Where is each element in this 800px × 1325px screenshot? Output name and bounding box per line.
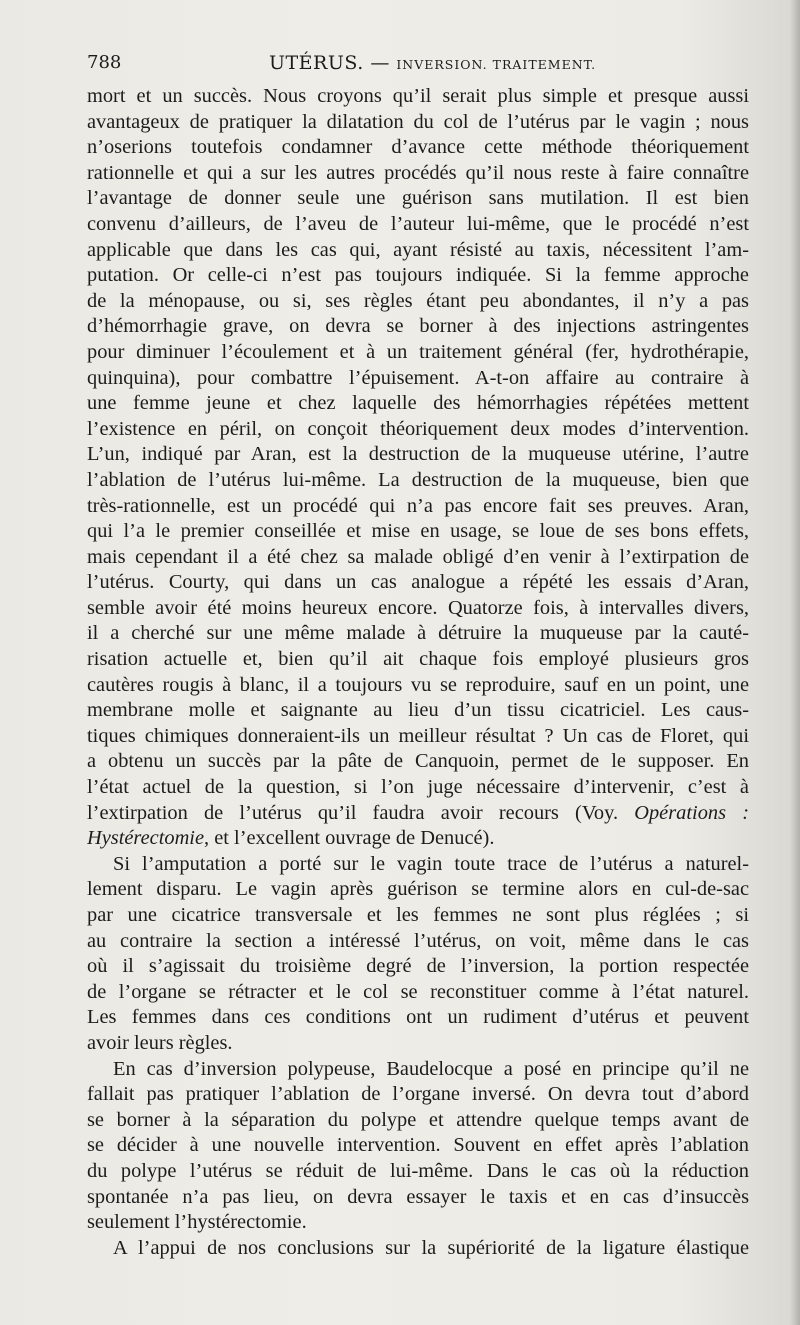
text-line: l’existence en péril, on conçoit théoriquement deux modes d’intervention. [87, 417, 749, 440]
text-line: convenu d’ailleurs, de l’aveu de l’auteur lui-même, que le procédé n’est [87, 212, 749, 235]
text-line: applicable que dans les cas qui, ayant résisté au taxis, nécessitent l’am- [87, 238, 749, 261]
italic-reference: Hystérectomie [87, 827, 205, 850]
text-line: de la ménopause, ou si, ses règles étant peu abondantes, il n’y a pas [87, 289, 749, 312]
text-line: risation actuelle et, bien qu’il ait chaque fois employé plusieurs gros [87, 648, 749, 671]
text-line: seulement l’hystérectomie. [87, 1211, 307, 1234]
body-text [87, 84, 749, 1261]
text-line: l’état actuel de la question, si l’on juge nécessaire d’intervenir, c’est à [87, 776, 749, 799]
text-line: A l’appui de nos conclusions sur la supériorité de la ligature élastique [113, 1236, 749, 1259]
text-line: avoir leurs règles. [87, 1031, 233, 1054]
text-line: pour diminuer l’écoulement et à un traitement général (fer, hydrothérapie, [87, 340, 749, 363]
text-line: a obtenu un succès par la pâte de Canquoin, permet de le supposer. En [87, 750, 749, 773]
text-line: n’oserions toutefois condamner d’avance cette méthode théoriquement [87, 136, 749, 159]
text-line [87, 826, 749, 852]
text-line: l’utérus. Courty, qui dans un cas analogue a répété les essais d’Aran, [87, 571, 749, 594]
running-title [269, 52, 596, 74]
header-separator: — [370, 52, 390, 74]
text-line: fallait pas pratiquer l’ablation de l’organe inversé. On devra tout d’abord [87, 1083, 749, 1106]
text-line: membrane molle et saignante au lieu d’un tissu cicatriciel. Les caus- [87, 699, 749, 722]
text-line: Si l’amputation a porté sur le vagin toute trace de l’utérus a naturel- [113, 852, 749, 875]
text-line: spontanée n’a pas lieu, on devra essayer le taxis et en cas d’insuccès [87, 1185, 749, 1208]
text-line: se décider à une nouvelle intervention. Souvent en effet après l’ablation [87, 1134, 749, 1157]
text-line: par une cicatrice transversale et les femmes ne sont plus réglées ; si [87, 904, 749, 926]
page-edge-shadow [790, 0, 800, 1325]
text-line: avantageux de pratiquer la dilatation du col de l’utérus par le vagin ; nous [87, 110, 749, 133]
text-line: quinquina), pour combattre l’épuisement. A-t-on affaire au contraire à [87, 366, 749, 389]
paragraph-1 [87, 84, 749, 852]
italic-reference: Opérations : [634, 801, 749, 824]
paragraph-4 [87, 1236, 749, 1262]
text-line: l’ablation de l’utérus lui-même. La destruction de la muqueuse, bien que [87, 468, 749, 491]
text-segment: , et l’excellent ouvrage de Denucé). [204, 827, 495, 850]
text-line: lement disparu. Le vagin après guérison se termine alors en cul-de-sac [87, 878, 749, 901]
text-line: Les femmes dans ces conditions ont un rudiment d’utérus et peuvent [87, 1006, 749, 1029]
text-line: mort et un succès. Nous croyons qu’il serait plus simple et presque aussi [87, 85, 749, 107]
text-line: putation. Or celle-ci n’est pas toujours indiquée. Si la femme approche [87, 264, 749, 287]
text-segment: l’extirpation de l’utérus qu’il faudra avoir recours (Voy. [87, 801, 635, 824]
text-line: cautères rougis à blanc, il a toujours vu se reproduire, sauf en un point, une [87, 673, 749, 696]
page-number: 788 [87, 52, 122, 73]
header-subtitle: INVERSION. TRAITEMENT. [396, 57, 597, 72]
text-line: l’avantage de donner seule une guérison sans mutilation. Il est bien [87, 187, 749, 210]
paragraph-3 [87, 1057, 749, 1236]
text-line: L’un, indiqué par Aran, est la destruction de la muqueuse utérine, l’autre [87, 443, 749, 466]
text-line: où il s’agissait du troisième degré de l’inversion, la portion respectée [87, 955, 749, 978]
text-line: semble avoir été moins heureux encore. Quatorze fois, à intervalles divers, [87, 596, 749, 619]
text-line: il a cherché sur une même malade à détruire la muqueuse par la cauté- [87, 622, 749, 645]
text-line: très-rationnelle, est un procédé qui n’a pas encore fait ses preuves. Aran, [87, 494, 749, 517]
text-line: du polype l’utérus se réduit de lui-même. Dans le cas où la réduction [87, 1159, 749, 1182]
text-line: d’hémorrhagie grave, on devra se borner à des injections astringentes [87, 315, 749, 338]
header-title: UTÉRUS. [269, 52, 364, 74]
text-line: qui l’a le premier conseillée et mise en usage, se loue de ses bons effets, [87, 520, 749, 543]
text-line: tiques chimiques donneraient-ils un meilleur résultat ? Un cas de Floret, qui [87, 724, 749, 747]
text-line: mais cependant il a été chez sa malade obligé d’en venir à l’extirpation de [87, 545, 749, 568]
paragraph-2 [87, 852, 749, 1057]
text-line: se borner à la séparation du polype et attendre quelque temps avant de [87, 1108, 749, 1131]
text-line: une femme jeune et chez laquelle des hémorrhagies répétées mettent [87, 392, 749, 415]
text-line: de l’organe se rétracter et le col se reconstituer comme à l’état naturel. [87, 980, 749, 1003]
text-line: En cas d’inversion polypeuse, Baudelocque a posé en principe qu’il ne [113, 1057, 749, 1080]
running-header [87, 52, 749, 80]
text-line: rationnelle et qui a sur les autres procédés qu’il nous reste à faire connaître [87, 161, 749, 184]
text-line [87, 801, 749, 827]
text-line: au contraire la section a intéressé l’utérus, on voit, même dans le cas [87, 929, 749, 952]
